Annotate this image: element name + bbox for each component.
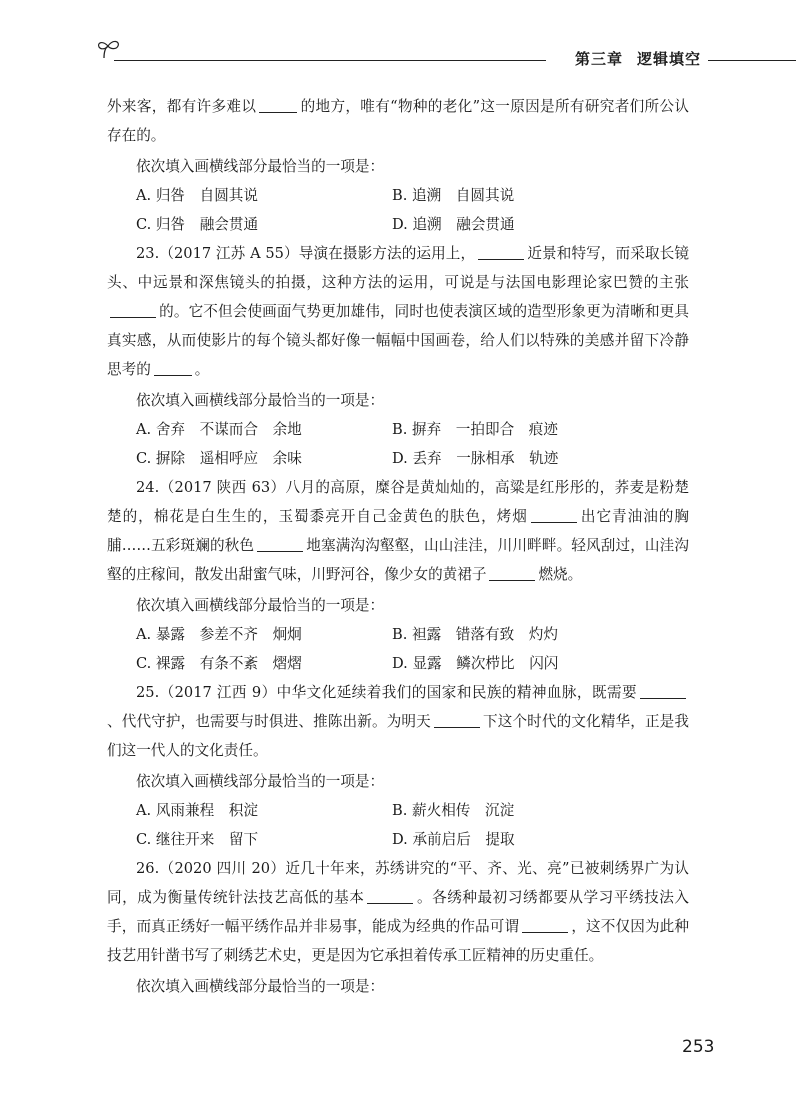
option-a: A. 舍弃 不谋而合 余地: [136, 421, 302, 438]
option-d: D. 承前启后 提取: [392, 831, 515, 848]
answer-blank: [478, 244, 524, 260]
text-segment: 24.（2017 陕西 63）八月的高原，糜谷是黄灿灿的，高粱是红彤彤的，荞麦是粉楚楚的，棉花是白生生的，玉蜀黍亮开自己金黄色的肤色，烤烟: [107, 479, 689, 525]
text-segment: 25.（2017 江西 9）中华文化延续着我们的国家和民族的精神血脉，既需要: [136, 684, 637, 701]
answer-blank: [154, 360, 192, 376]
option-d: D. 丢弃 一脉相承 轨迹: [392, 450, 559, 467]
options-grid: [107, 620, 689, 678]
answer-blank: [489, 565, 535, 581]
text-segment: 。: [194, 361, 210, 378]
text-segment: 燃烧。: [538, 566, 583, 583]
answer-blank: [531, 507, 577, 523]
text-segment: 近景和特写，而采取长镜头、中远景和深焦镜头的拍摄，这种方法的运用，可说是与法国电影理论家巴赞的主张: [107, 245, 689, 291]
option-c: C. 继往开来 留下: [136, 831, 259, 848]
question-25-text: [107, 678, 689, 765]
option-b: B. 摒弃 一拍即合 痕迹: [392, 421, 558, 438]
options-grid: [107, 796, 689, 854]
option-c: C. 摒除 遥相呼应 余味: [136, 450, 302, 467]
option-c: C. 裸露 有条不紊 熠熠: [136, 655, 302, 672]
option-a: A. 归咎 自圆其说: [136, 187, 258, 204]
answer-blank: [367, 888, 413, 904]
text-segment: 23.（2017 江苏 A 55）导演在摄影方法的运用上，: [136, 245, 476, 262]
option-a: A. 风雨兼程 积淀: [136, 802, 258, 819]
chapter-heading: [575, 48, 701, 69]
question-prompt: 依次填入画横线部分最恰当的一项是：: [136, 773, 385, 790]
question-23-text: [107, 239, 689, 384]
answer-blank: [522, 917, 568, 933]
header-rule-right: [708, 60, 796, 61]
text-segment: 下这个时代的文化精华，正是我们这一代人的文化责任。: [107, 713, 689, 759]
question-prompt: 依次填入画横线部分最恰当的一项是：: [136, 978, 385, 995]
answer-blank: [640, 683, 686, 699]
text-segment: 出它青油油的胸脯……五彩斑斓的秋色: [107, 508, 689, 554]
question-prompt: 依次填入画横线部分最恰当的一项是：: [136, 158, 385, 175]
page-number: 253: [682, 1037, 715, 1057]
question-22-text: [107, 92, 689, 150]
answer-blank: [110, 302, 156, 318]
text-segment: 、代代守护，也需要与时俱进、推陈出新。为明天: [107, 713, 431, 730]
text-segment: 。各绣种最初习绣都要从学习平绣技法入手，而真正绣好一幅平绣作品并非易事，能成为经典的作品可谓: [107, 889, 689, 935]
text-segment: 地塞满沟沟壑壑，山山洼洼，川川畔畔。轻风刮过，山洼沟壑的庄稼间，散发出甜蜜气味，川野河谷，像少女的黄裙子: [107, 537, 689, 583]
option-b: B. 薪火相传 沉淀: [392, 802, 515, 819]
sprout-icon: [96, 38, 130, 60]
answer-blank: [259, 97, 297, 113]
options-grid: [107, 181, 689, 239]
page-header: [96, 38, 796, 74]
question-26-text: [107, 854, 689, 970]
option-c: C. 归咎 融会贯通: [136, 216, 259, 233]
answer-blank: [434, 712, 480, 728]
option-d: D. 追溯 融会贯通: [392, 216, 515, 233]
text-segment: 外来客，都有许多难以: [107, 98, 257, 115]
option-d: D. 显露 鳞次栉比 闪闪: [392, 655, 559, 672]
chapter-number: 第三章: [574, 50, 623, 68]
question-prompt: 依次填入画横线部分最恰当的一项是：: [136, 392, 385, 409]
chapter-title: 逻辑填空: [636, 50, 701, 68]
option-a: A. 暴露 参差不齐 炯炯: [136, 626, 302, 643]
options-grid: [107, 415, 689, 473]
text-segment: 的地方，唯有“物种的老化”这一原因是所有研究者们所公认存在的。: [107, 98, 689, 144]
page-content: [107, 92, 689, 1001]
text-segment: 26.（2020 四川 20）近几十年来，苏绣讲究的“平、齐、光、亮”已被刺绣界广为认同，成为衡量传统针法技艺高低的基本: [107, 860, 689, 906]
question-24-text: [107, 473, 689, 589]
header-rule-left: [114, 60, 546, 61]
answer-blank: [257, 536, 303, 552]
question-prompt: 依次填入画横线部分最恰当的一项是：: [136, 597, 385, 614]
text-segment: ，这不仅因为此种技艺用针凿书写了刺绣艺术史，更是因为它承担着传承工匠精神的历史重任。: [107, 918, 689, 964]
text-segment: 的。它不但会使画面气势更加雄伟，同时也使表演区域的造型形象更为清晰和更具真实感，从而使影片的每个镜头都好像一幅幅中国画卷，给人们以特殊的美感并留下冷静思考的: [107, 303, 689, 378]
option-b: B. 袒露 错落有致 灼灼: [392, 626, 558, 643]
option-b: B. 追溯 自圆其说: [392, 187, 515, 204]
